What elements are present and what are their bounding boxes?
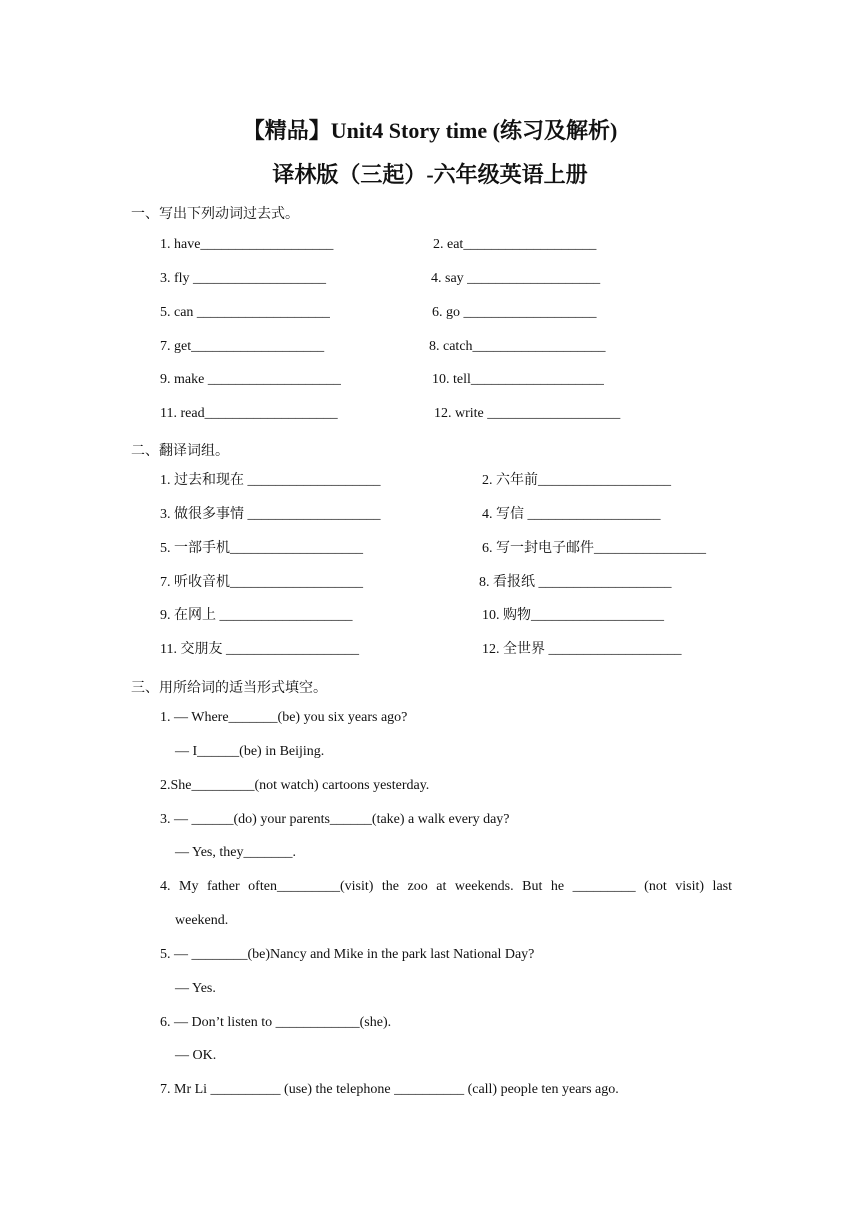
s3-line-7: weekend. [175,913,229,928]
s3-line-2: — I______(be) in Beijing. [175,744,325,759]
section3-heading: 三、用所给词的适当形式填空。 [131,681,327,696]
s2-item-8: 8. 看报纸 ___________________ [479,575,672,590]
worksheet-title: 【精品】Unit4 Story time (练习及解析) [242,118,618,143]
s2-item-3: 3. 做很多事情 ___________________ [160,507,381,522]
s1-item-3: 3. fly ___________________ [160,271,327,286]
s1-item-1: 1. have___________________ [160,237,334,252]
section1-heading: 一、写出下列动词过去式。 [131,207,299,222]
s1-item-9: 9. make ___________________ [160,372,341,387]
s1-item-2: 2. eat___________________ [433,237,597,252]
s3-line-3: 2.She_________(not watch) cartoons yesterday. [160,778,430,793]
s2-item-10: 10. 购物___________________ [482,608,664,623]
s1-item-6: 6. go ___________________ [432,305,597,320]
section2-heading: 二、翻译词组。 [131,444,229,459]
s1-item-10: 10. tell___________________ [432,372,604,387]
s2-item-11: 11. 交朋友 ___________________ [160,642,359,657]
s1-item-11: 11. read___________________ [160,406,338,421]
s2-item-5: 5. 一部手机___________________ [160,541,363,556]
s1-item-12: 12. write ___________________ [434,406,621,421]
s2-item-4: 4. 写信 ___________________ [482,507,661,522]
s3-line-4: 3. — ______(do) your parents______(take) a walk every day? [160,812,510,827]
s1-item-4: 4. say ___________________ [431,271,601,286]
s3-line-11: — OK. [175,1048,217,1063]
s1-item-7: 7. get___________________ [160,339,325,354]
s3-line-1: 1. — Where_______(be) you six years ago? [160,710,408,725]
s2-item-2: 2. 六年前___________________ [482,473,671,488]
s2-item-9: 9. 在网上 ___________________ [160,608,353,623]
worksheet-subtitle: 译林版（三起）-六年级英语上册 [272,162,588,187]
s2-item-1: 1. 过去和现在 ___________________ [160,473,381,488]
s3-line-6: 4. My father often_________(visit) the zoo at weekends. But he _________ (not visit) last [160,879,732,894]
s3-line-9: — Yes. [175,981,216,996]
s3-line-12: 7. Mr Li __________ (use) the telephone __________ (call) people ten years ago. [160,1082,619,1097]
s2-item-7: 7. 听收音机___________________ [160,575,363,590]
s2-item-6: 6. 写一封电子邮件________________ [482,541,706,556]
s2-item-12: 12. 全世界 ___________________ [482,642,682,657]
s3-line-5: — Yes, they_______. [175,845,296,860]
s1-item-5: 5. can ___________________ [160,305,330,320]
s3-line-10: 6. — Don’t listen to ____________(she). [160,1015,392,1030]
s3-line-8: 5. — ________(be)Nancy and Mike in the park last National Day? [160,947,535,962]
s1-item-8: 8. catch___________________ [429,339,606,354]
